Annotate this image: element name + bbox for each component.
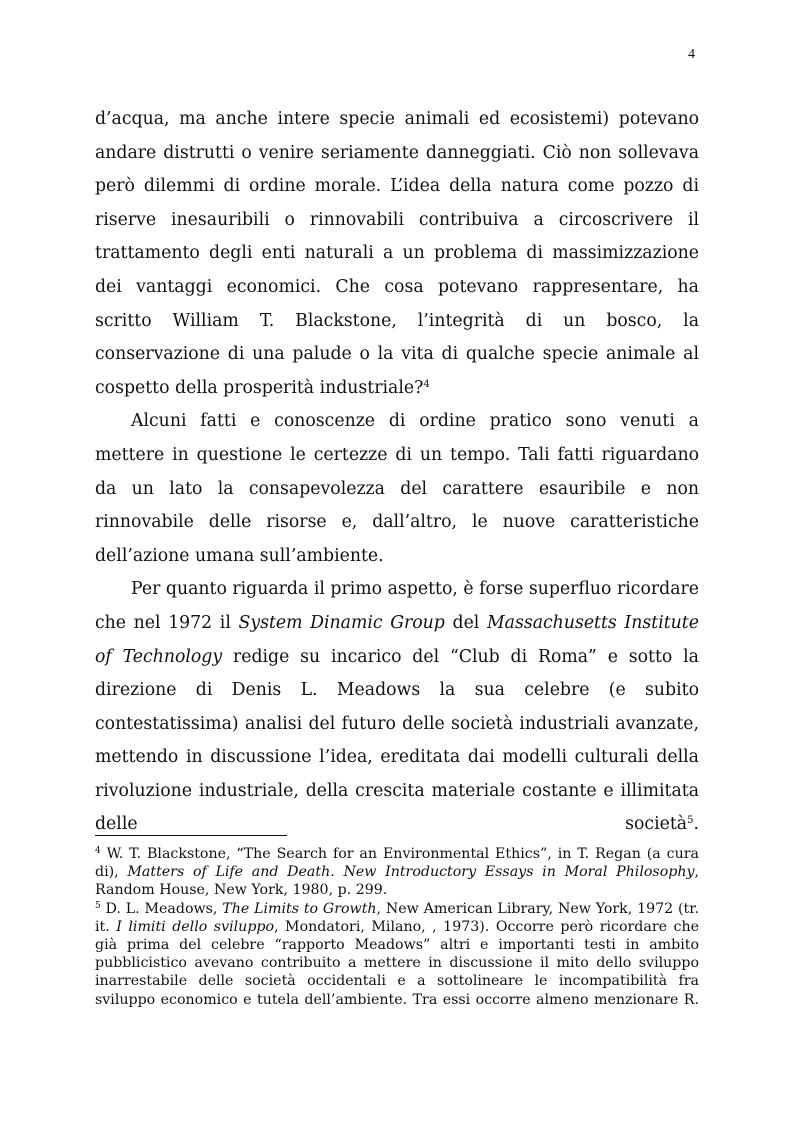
footnote-ref-5[interactable]: 5	[687, 815, 694, 827]
paragraph-3-text-d: .	[693, 814, 699, 835]
paragraph-3-italic-group: System Dinamic Group	[238, 612, 445, 633]
footnote-5-text-c: , Mondatori, Milano, , 1973). Occorre però ricordare che già prima del celebre “rapporto Meadows” altri e importanti testi in ambito pubblicistico avevano contribuito a mettere in discussione il mito dello sviluppo inarrestabile delle società occidentali e a sottolineare le incompatibilità fra sviluppo economico e tutela dell’ambiente. Tra essi occorre almeno menzionare R.	[95, 918, 699, 1008]
footnote-4-text-b: , Random House, New York, 1980, p. 299.	[95, 864, 699, 899]
footnotes	[95, 845, 699, 1009]
main-text	[95, 103, 699, 842]
footnote-4-title: Matters of Life and Death. New Introductory Essays in Moral Philosophy	[127, 864, 695, 881]
paragraph-2	[95, 405, 699, 573]
paragraph-3	[95, 573, 699, 842]
paragraph-1	[95, 103, 699, 405]
footnote-4	[95, 845, 699, 900]
paragraph-3-text-a: Per quanto riguarda il primo aspetto, è forse superfluo ricordare che nel 1972 il	[95, 579, 699, 633]
footnote-separator	[95, 835, 287, 836]
footnote-5-title: The Limits to Growth	[222, 900, 377, 917]
footnote-5-text-a: D. L. Meadows,	[100, 900, 223, 917]
footnote-5-text-b: , New American Library, New York, 1972 (tr. it.	[95, 900, 699, 935]
footnote-4-text-a: W. T. Blackstone, “The Search for an Environmental Ethics”, in T. Regan (a cura di),	[95, 846, 699, 881]
page-number: 4	[688, 47, 695, 62]
footnote-5-mark: 5	[95, 900, 101, 911]
footnote-ref-4[interactable]: 4	[423, 378, 430, 390]
footnote-4-mark: 4	[95, 846, 101, 856]
footnote-5	[95, 900, 699, 1009]
paragraph-1-text: d’acqua, ma anche intere specie animali ed ecosistemi) potevano andare distrutti o venire seriamente danneggiati. Ciò non sollevava però dilemmi di ordine morale. L’idea della natura come pozzo di riserve inesauribili o rinnovabili contribuiva a circoscrivere il trattamento degli enti naturali a un problema di massimizzazione dei vantaggi economici. Che cosa potevano rappresentare, ha scritto William T. Blackstone, l’integrità di un bosco, la conservazione di una palude o la vita di qualche specie animale al cospetto della prosperità industriale?	[95, 109, 699, 398]
footnote-5-title-it: I limiti dello sviluppo	[116, 918, 275, 935]
paragraph-3-text-c: redige su incarico del “Club di Roma” e sotto la direzione di Denis L. Meadows la sua celebre (e subito contestatissima) analisi del futuro delle società industriali avanzate, mettendo in discussione l’idea, ereditata dai modelli culturali della rivoluzione industriale, della crescita materiale costante e illimitata delle società	[95, 646, 699, 835]
paragraph-2-text: Alcuni fatti e conoscenze di ordine pratico sono venuti a mettere in questione le certezze di un tempo. Tali fatti riguardano da un lato la consapevolezza del carattere esauribile e non rinnovabile delle risorse e, dall’altro, le nuove caratteristiche dell’azione umana sull’ambiente.	[95, 411, 699, 566]
paragraph-3-text-b: del	[444, 612, 487, 633]
paragraph-3-italic-institute: Massachusetts Institute of Technology	[95, 612, 699, 667]
